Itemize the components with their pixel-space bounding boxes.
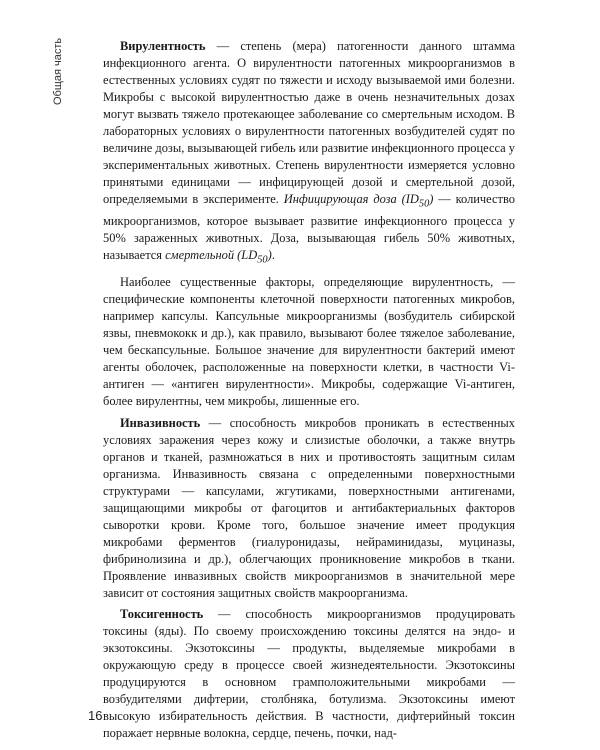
subscript: 50 bbox=[257, 254, 268, 266]
paragraph-text: — степень (мера) патогенности данного штамма инфекционного агента. О вирулентности патогенных микроорганизмов в естественных условиях судят по тяжести и исходу вызываемой ими болезни. Микробы с высокой вирулентностью даже в очень незначительных дозах могут вызвать тяжело протекающее заболевание со смертельным исходом. В лабораторных условиях о вирулентности патогенных возбудителей судят по величине дозы, вызывающей гибель или развитие инфекционного процесса у экспериментальных животных. Степень вирулентности измеряется условно принятыми единицами — инфицирующей дозой и смертельной дозой, определяемыми в эксперименте. bbox=[103, 39, 515, 206]
term-invasiveness: Инвазивность bbox=[120, 415, 201, 430]
italic-text: смертельной (LD bbox=[165, 247, 258, 262]
italic-text: ) bbox=[429, 191, 434, 206]
italic-text: ) bbox=[267, 247, 272, 262]
section-side-label: Общая часть bbox=[52, 38, 64, 106]
italic-term-infective-dose bbox=[283, 191, 434, 210]
page-number: 16 bbox=[88, 708, 103, 723]
italic-term-lethal-dose bbox=[165, 247, 272, 266]
page-body bbox=[103, 38, 515, 742]
paragraph-invasiveness bbox=[103, 415, 515, 601]
subscript: 50 bbox=[418, 198, 430, 210]
term-toxigenicity: Токсигенность bbox=[120, 607, 204, 622]
paragraph-text: — способность микроорганизмов продуцировать токсины (яды). По своему происхождению токсины делятся на эндо- и экзотоксины. Экзотоксины — продукты, выделяемые микробами в окружающую среду в процессе своей жизнедеятельности. Экзотоксины продуцируются в основном грамположительными микробами — возбудителями дифтерии, столбняка, ботулизма. Экзотоксины имеют высокую избирательность действия. В частности, дифтерийный токсин поражает нервные волокна, сердце, печень, почки, над- bbox=[103, 607, 515, 741]
paragraph-text: . bbox=[271, 247, 275, 262]
paragraph-text: — способность микробов проникать в естественных условиях заражения через кожу и слизистые оболочки, а также внутрь органов и тканей, размножаться в них и противостоять защитным силам организма. Инвазивность связана с определенными поверхностными структурами — капсулами, жгутиками, поверхностными антигенами, защищающими микробы от фагоцитов и антибактериальных факторов сыворотки крови. Кроме того, большое значение имеет продукция микробами ферментов (гиалуронидазы, нейраминидазы, муциназы, фибринолизина и др.), облегчающих проникновение микробов в ткани. Проявление инвазивных свойств микроорганизмов в значительной мере зависит от состояния защитных свойств макроорганизма. bbox=[103, 415, 515, 600]
italic-text: Инфицирующая доза (ID bbox=[283, 191, 419, 206]
paragraph-text: — количество микроорганизмов, которое вызывает развитие инфекционного процесса у 50% зараженных животных. Доза, вызывающая гибель 50% животных, называется bbox=[103, 191, 515, 262]
paragraph-virulence bbox=[103, 38, 515, 269]
paragraph-toxigenicity bbox=[103, 606, 515, 742]
term-virulence: Вирулентность bbox=[120, 39, 206, 53]
paragraph-virulence-factors: Наиболее существенные факторы, определяющие вирулентность, — специфические компоненты клеточной поверхности патогенных микробов, например капсулы. Капсульные микроорганизмы (возбудитель сибирской язвы, пневмококк и др.), как правило, вызывают более тяжелое заболевание, чем бескапсульные. Большое значение для вирулентности бактерий имеют агенты оболочек, расположенные на поверхности клетки, в частности Vi-антиген — «антиген вирулентности». Микробы, содержащие Vi-антиген, более вирулентны, чем микробы, лишенные его. bbox=[103, 275, 515, 409]
